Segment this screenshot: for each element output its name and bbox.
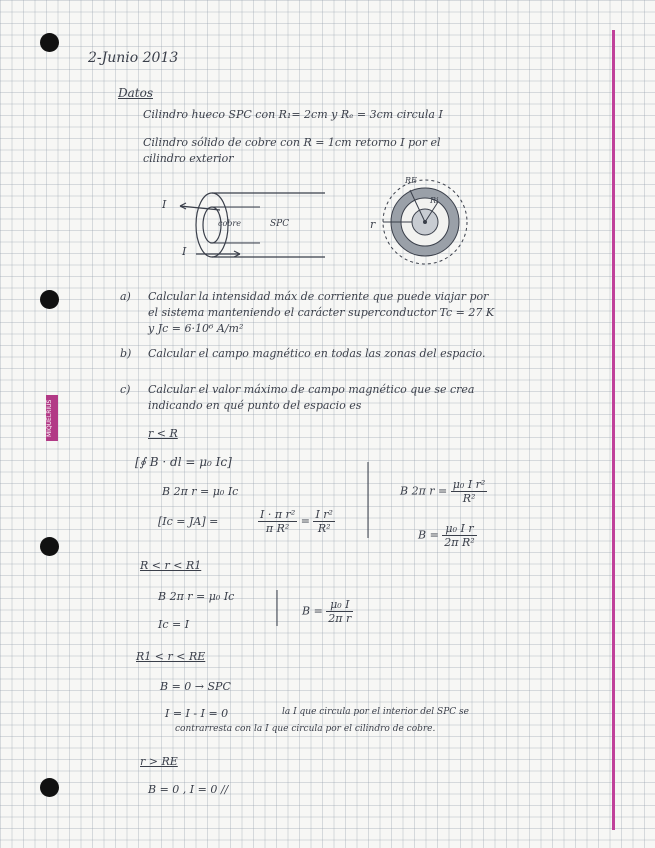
section-2-brace: [272, 588, 282, 628]
section-2-eq1: B 2π r = μ₀ Ic: [158, 590, 235, 603]
cylinder-side-figure: [160, 180, 340, 270]
section-1-eq2: B 2π r = μ₀ Ic: [162, 485, 239, 498]
section-1-eq4-left: B 2π r =: [400, 484, 448, 498]
binder-hole: [40, 537, 59, 556]
section-3-note1: la I que circula por el interior del SPC se: [282, 707, 469, 717]
current-label-top: I: [162, 198, 167, 211]
question-a-label: a): [120, 290, 131, 303]
date: 2-Junio 2013: [88, 50, 179, 66]
section-4-eq1: B = 0 , I = 0 //: [148, 783, 229, 796]
margin-line: [612, 30, 615, 830]
section-2-eq3-left: B =: [302, 604, 323, 618]
section-3-title: R1 < r < RE: [136, 650, 206, 663]
section-1-eq4: [400, 478, 487, 505]
re-label: RE: [405, 176, 417, 185]
section-1-eq3a: [Ic = JA] =: [158, 515, 219, 528]
question-c-line2: indicando en qué punto del espacio es: [148, 399, 362, 412]
question-a-line3: y Jc = 6·10⁶ A/m²: [148, 322, 244, 335]
ri-label: Ri: [430, 196, 439, 205]
section-1-brace: [362, 460, 374, 540]
section-1-eq3b-den: π R²: [265, 522, 290, 535]
binder-hole: [40, 290, 59, 309]
section-1-eq4-den: R²: [462, 492, 476, 505]
current-label-bottom: I: [182, 245, 187, 258]
section-3-eq2: I = I - I = 0: [165, 707, 229, 720]
section-1-title: r < R: [148, 427, 178, 440]
section-2-eq3-den: 2π r: [328, 612, 352, 625]
section-1-eq5: [418, 522, 477, 549]
brand-label: MIQUELRIUS: [46, 395, 58, 441]
question-b-line1: Calcular el campo magnético en todas las zonas del espacio.: [148, 347, 486, 360]
question-a-line2: el sistema manteniendo el carácter superconductor Tc = 27 K: [148, 306, 495, 319]
section-1-eq3c-den: R²: [317, 522, 331, 535]
section-2-eq3: [302, 598, 353, 625]
section-1-eq3c-num: I r²: [315, 508, 333, 521]
section-1-eq5-left: B =: [418, 528, 439, 542]
section-4-title: r > RE: [140, 755, 178, 768]
question-c-label: c): [120, 383, 131, 396]
question-a-line1: Calcular la intensidad máx de corriente que puede viajar por: [148, 290, 489, 303]
section-1-eq5-num: μ₀ I r: [442, 522, 476, 536]
section-1-eq4-num: μ₀ I r²: [452, 478, 486, 491]
section-2-eq2: Ic = I: [158, 618, 190, 631]
heading: Datos: [118, 86, 153, 100]
section-2-eq3-num: μ₀ I: [326, 598, 353, 612]
r-label: r: [370, 218, 376, 231]
section-1-eq3b-num: I · π r²: [260, 508, 296, 521]
data-line-3: cilindro exterior: [143, 152, 234, 165]
question-b-label: b): [120, 347, 132, 360]
section-1-eq5-den: 2π R²: [444, 536, 475, 549]
binder-hole: [40, 778, 59, 797]
section-1-eq1: [∮ B · dl = μ₀ Iᴄ]: [135, 455, 232, 469]
section-1-eq3b: $\frac{\text{I · π r²}}{\text{π R²}}$ = $\frac{\text{I r²}}{\text{R²}}$: [260, 508, 333, 535]
spc-label: SPC: [270, 219, 290, 229]
question-c-line1: Calcular el valor máximo de campo magnético que se crea: [148, 383, 475, 396]
binder-hole: [40, 33, 59, 52]
section-2-title: R < r < R1: [140, 559, 202, 572]
cross-section-figure: [380, 170, 480, 270]
data-line-2: Cilindro sólido de cobre con R = 1cm retorno I por el: [143, 136, 441, 149]
copper-label: cobre: [218, 219, 241, 228]
data-line-1: Cilindro hueco SPC con R₁= 2cm y Rₑ = 3cm circula I: [143, 108, 443, 121]
section-3-eq1: B = 0 → SPC: [160, 680, 231, 693]
section-3-note2: contrarresta con la I que circula por el cilindro de cobre.: [175, 724, 436, 734]
